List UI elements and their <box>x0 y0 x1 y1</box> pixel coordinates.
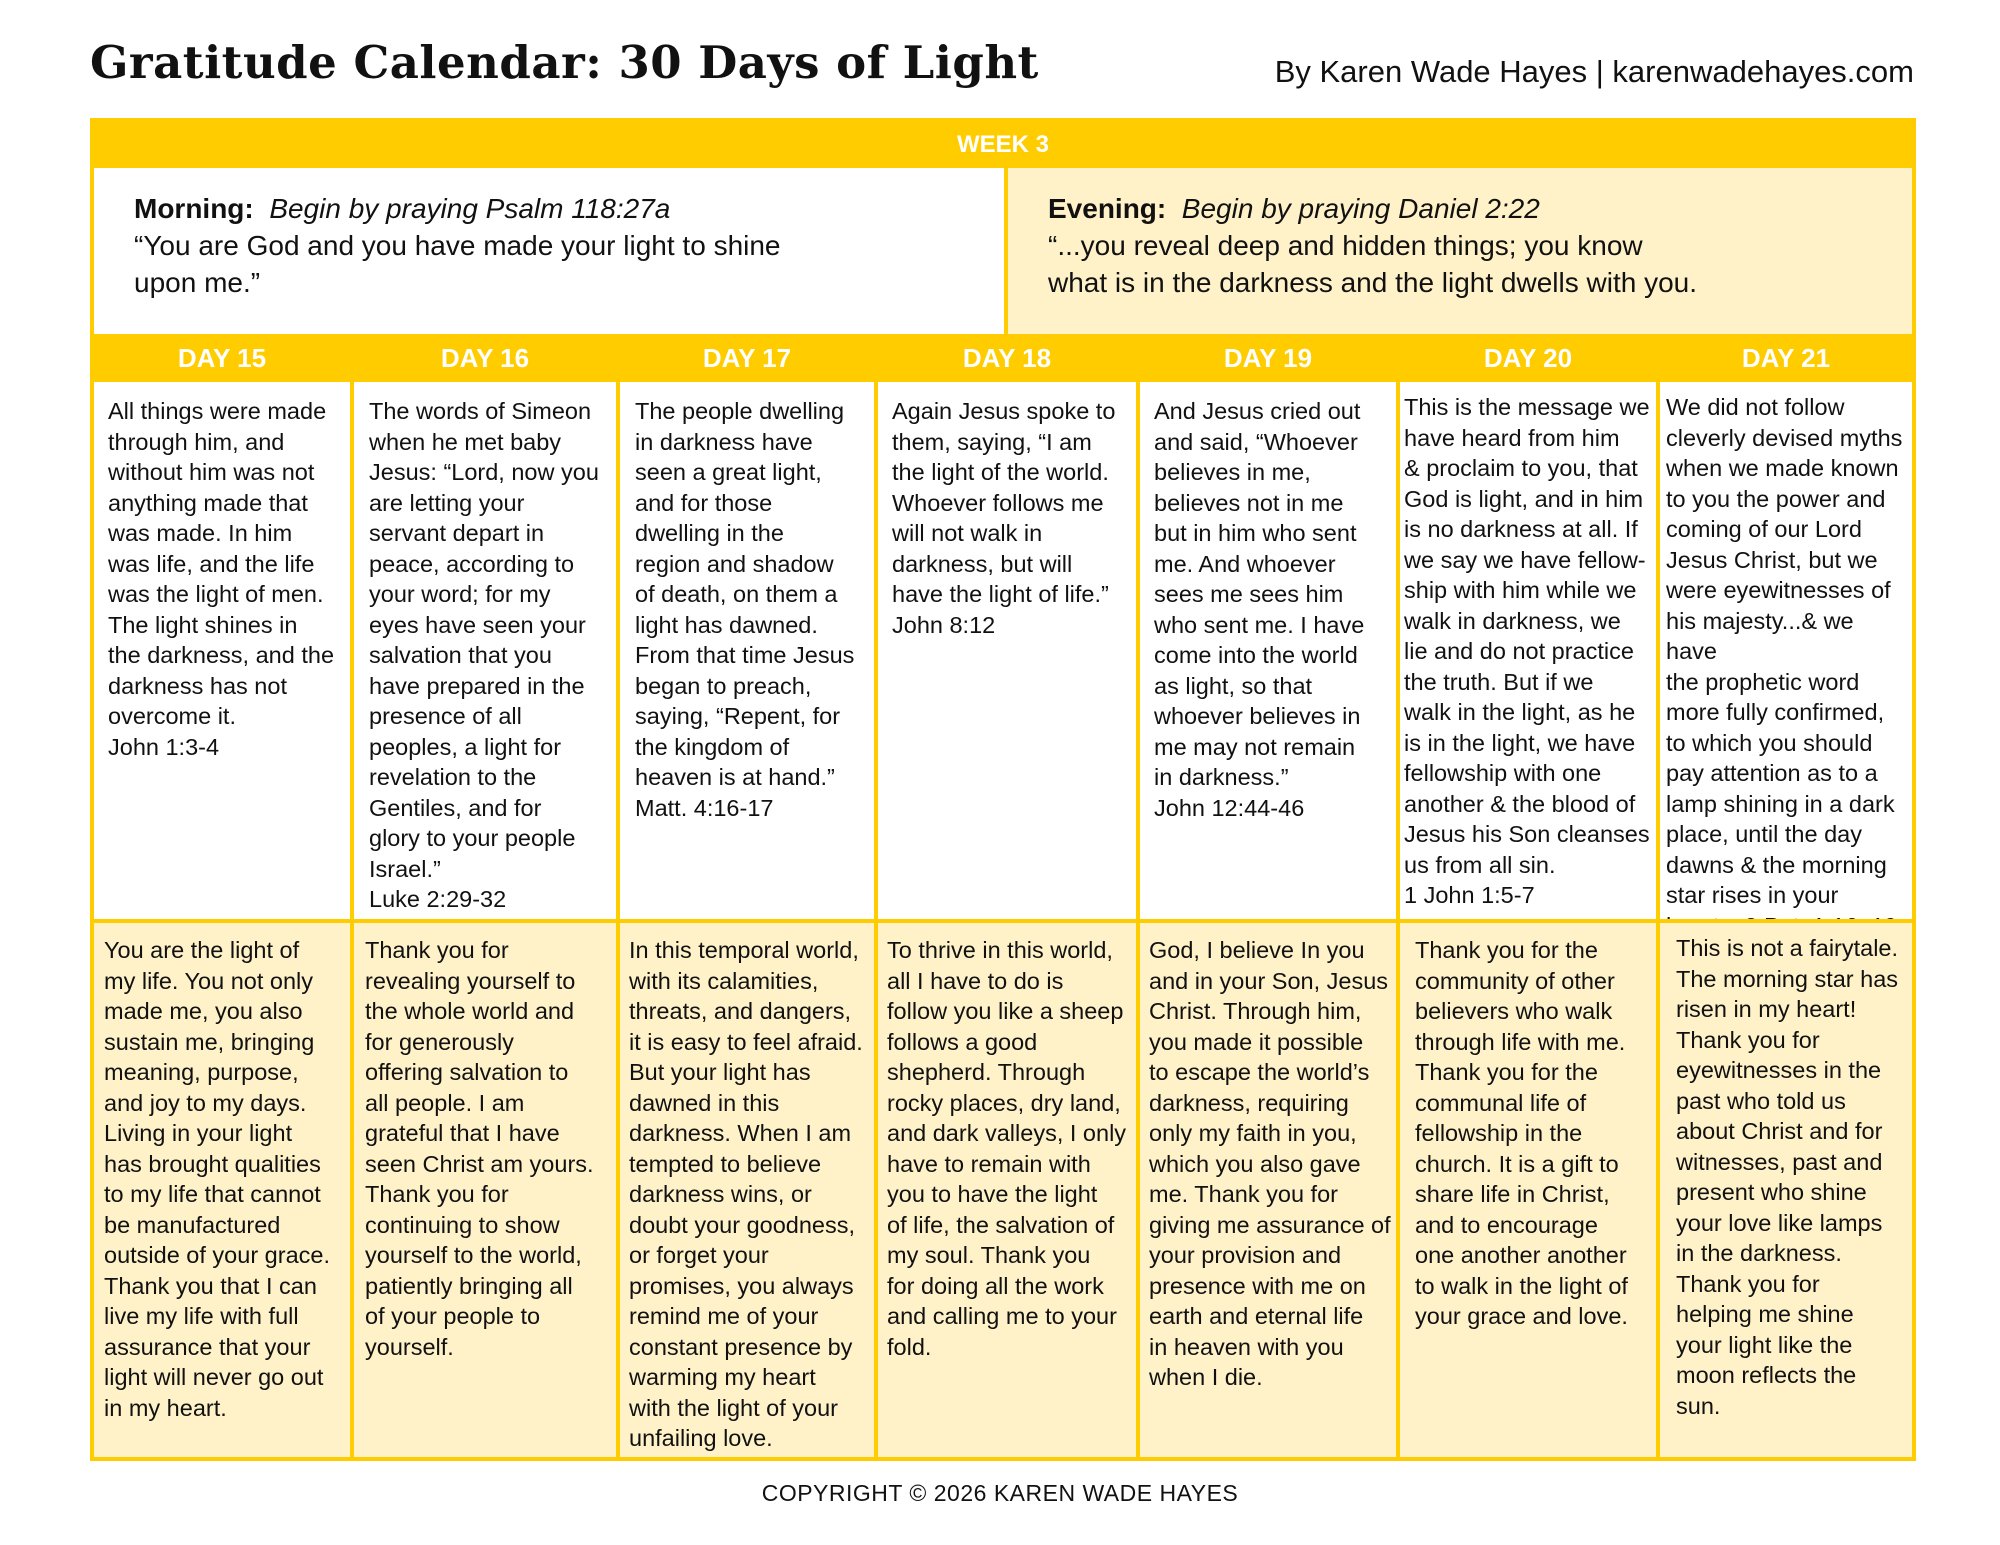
reflection-text: In this temporal world, with its calamities, threats, and dangers, it is easy to feel afraid. But your light has dawned in this darkness. When I am tempted to believe darkness wins, or doubt your goodness, or forget your promises, you always remind me of your constant presence by warming my heart with the light of your unfailing love. <box>629 937 863 1451</box>
day-label: DAY 17 <box>702 343 792 373</box>
calendar-table <box>90 118 1916 1461</box>
scripture-cell <box>620 382 874 919</box>
reflection-cell <box>94 919 350 1457</box>
evening-label: Evening: <box>1048 193 1167 224</box>
scripture-text: Again Jesus spoke to them, saying, “I am the light of the world. Whoever follows me will not walk in darkness, but will have the light of life.” John 8:12 <box>892 398 1116 638</box>
reflection-text: You are the light of my life. You not only made me, you also sustain me, bringing meaning, purpose, and joy to my days. Living in your light has brought qualities to my life that cannot be manufactured outside of your grace. Thank you that I can live my life with full assurance that your light will never go out in my heart. <box>104 937 330 1421</box>
scripture-text: All things were made through him, and without him was not anything made that was made. In him was life, and the life was the light of men. The light shines in the darkness, and the darkness has not overcome it. John 1:3-4 <box>108 398 335 760</box>
reflection-text: Thank you for the community of other believers who walk through life with me. Thank you for the communal life of fellowship in the church. It is a gift to share life in Christ, and to encourage one another another to walk in the light of your grace and love. <box>1415 937 1628 1329</box>
evening-quote: “...you reveal deep and hidden things; you know what is in the darkness and the light dwells with you. <box>1048 230 1698 298</box>
reflection-text: This is not a fairytale. The morning star has risen in my heart! Thank you for eyewitnesses in the past who told us about Christ and for witnesses, past and present who shine your love like lamps in the darkness. Thank you for helping me shine your light like the moon reflects the sun. <box>1676 935 1899 1419</box>
morning-prayer-panel <box>94 168 1008 334</box>
column-divider <box>1136 382 1140 1457</box>
scripture-cell <box>1660 382 1912 919</box>
reflection-cell <box>620 919 874 1457</box>
scripture-text: And Jesus cried out and said, “Whoever believes in me, believes not in me but in him who sent me. And whoever sees me sees him who sent me. I have come into the world as light, so that whoever believes in me may not remain in darkness.” John 12:44-46 <box>1154 398 1365 821</box>
scripture-text: The people dwelling in darkness have seen a great light, and for those dwelling in the region and shadow of death, on them a light has dawned. From that time Jesus began to preach, saying, “Repent, for the kingdom of heaven is at hand.” Matt. 4:16-17 <box>635 398 855 821</box>
page-title: Gratitude Calendar: 30 Days of Light <box>90 36 1039 89</box>
morning-instruction: Begin by praying Psalm 118:27a <box>269 193 671 224</box>
scripture-cell <box>94 382 350 919</box>
scripture-cell <box>1140 382 1396 919</box>
scripture-text: This is the message we have heard from him & proclaim to you, that God is light, and in him is no darkness at all. If we say we have fellow- ship with him while we walk in darkness, we lie and do not practice the truth. But if we walk in the light, as he is in the light, we have fellowship with one another & the blood of Jesus his Son cleanses us from all sin. 1 John 1:5-7 <box>1404 394 1650 908</box>
day-label: DAY 21 <box>1741 343 1831 373</box>
reflection-cell <box>878 919 1136 1457</box>
author-byline: By Karen Wade Hayes | karenwadehayes.com <box>1274 54 1914 89</box>
reflection-cell <box>1400 919 1656 1457</box>
day-label: DAY 18 <box>962 343 1052 373</box>
scripture-cell <box>1400 382 1656 919</box>
day-label: DAY 20 <box>1483 343 1573 373</box>
reflection-cell <box>1660 919 1912 1457</box>
reflection-text: Thank you for revealing yourself to the whole world and for generously offering salvation to all people. I am grateful that I have seen Christ am yours. Thank you for continuing to show yourself to the world, patiently bringing all of your people to yourself. <box>365 937 594 1360</box>
column-divider <box>874 382 878 1457</box>
reflection-text: To thrive in this world, all I have to do is follow you like a sheep follows a good shepherd. Through rocky places, dry land, and dark valleys, I only have to remain with you to have the light of life, the salvation of my soul. Thank you for doing all the work and calling me to your fold. <box>887 937 1127 1360</box>
column-divider <box>616 382 620 1457</box>
copyright-footer: COPYRIGHT © 2026 KAREN WADE HAYES <box>761 1480 1239 1506</box>
scripture-text: The words of Simeon when he met baby Jesus: “Lord, now you are letting your servant depart in peace, according to your word; for my eyes have seen your salvation that you have prepared in the presence of all peoples, a light for revelation to the Gentiles, and for glory to your people Israel.” Luke 2:29-32 <box>369 398 599 912</box>
morning-label: Morning: <box>134 193 254 224</box>
column-divider <box>1656 382 1660 1457</box>
day-label: DAY 15 <box>177 343 267 373</box>
morning-quote: “You are God and you have made your light to shine upon me.” <box>134 230 781 298</box>
column-divider <box>350 382 354 1457</box>
week-header: WEEK 3 <box>94 122 1912 168</box>
column-divider <box>1396 382 1400 1457</box>
day-header-row <box>94 334 1912 382</box>
evening-prayer-panel <box>1008 168 1912 334</box>
day-label: DAY 16 <box>440 343 530 373</box>
day-label: DAY 19 <box>1223 343 1313 373</box>
reflection-cell <box>1140 919 1396 1457</box>
reflection-text: God, I believe In you and in your Son, Jesus Christ. Through him, you made it possible to escape the world’s darkness, requiring only my faith in you, which you also gave me. Thank you for giving me assurance of your provision and presence with me on earth and eternal life in heaven with you when I die. <box>1149 937 1391 1390</box>
scripture-cell <box>354 382 616 919</box>
scripture-cell <box>878 382 1136 919</box>
scripture-text: We did not follow cleverly devised myths when we made known to you the power and coming of our Lord Jesus Christ, but we were eyewitnesses of his majesty...& we have the prophetic word more fully confirmed, to which you should pay attention as to a lamp shining in a dark place, until the day dawns & the morning star rises in your <box>1666 394 1903 908</box>
reflection-cell <box>354 919 616 1457</box>
evening-instruction: Begin by praying Daniel 2:22 <box>1181 193 1540 224</box>
